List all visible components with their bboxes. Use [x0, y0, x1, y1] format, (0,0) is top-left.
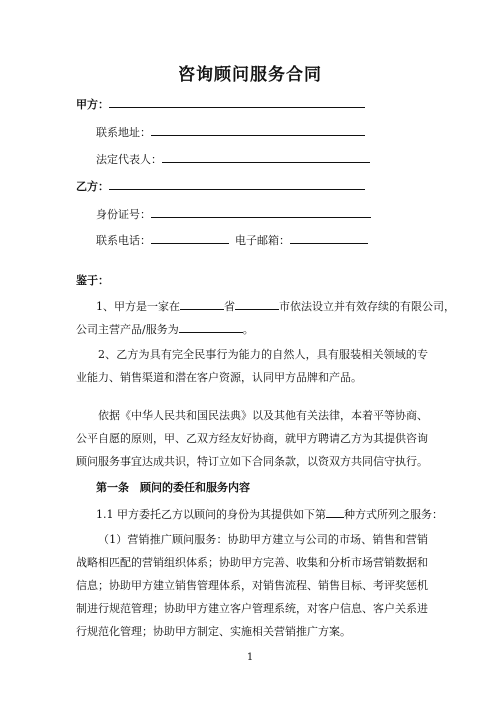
whereas-item1-text-b: 省 [224, 300, 235, 313]
party-a-label: 甲方： [76, 98, 109, 111]
party-a-blank[interactable] [109, 96, 365, 108]
province-blank[interactable] [180, 298, 224, 310]
party-b-phone-label: 联系电话： [96, 234, 151, 247]
whereas-item2: 2、乙方为具有完全民事行为能力的自然人，具有服装相关领域的专业能力、销售渠道和潜在客户资源，认同甲方品牌和产品。 [76, 348, 428, 384]
whereas-item1-text-e: 。 [242, 323, 254, 336]
whereas-item1-text-a: 1、甲方是一家在 [96, 300, 180, 313]
clause-1-1-text-b: 种方式所列之服务： [344, 508, 443, 521]
clause-1-1-text-a: 1.1 甲方委托乙方以顾问的身份为其提供如下第 [96, 508, 326, 521]
whereas-item1-text-c: 市依法设立并有效存续的有限公司， [279, 300, 455, 313]
whereas-item1-line2 [76, 321, 254, 337]
party-a-legal-rep-blank[interactable] [162, 151, 370, 163]
preamble-paragraph: 依据《中华人民共和国民法典》以及其他有关法律，本着平等协商、公平自愿的原则，甲、乙双方经友好协商，就甲方聘请乙方为其提供咨询顾问服务事宜达成共识，特订立如下合同条款，以资双方共同信守执行。 [76, 409, 428, 468]
party-a-address-blank[interactable] [151, 124, 365, 136]
whereas-label: 鉴于： [76, 274, 109, 287]
party-b-blank[interactable] [109, 178, 365, 190]
party-a-row [76, 96, 365, 112]
party-a-address-row [96, 124, 365, 140]
party-b-email-blank[interactable] [290, 232, 368, 244]
party-a-address-label: 联系地址： [96, 126, 151, 139]
page-number: 1 [246, 652, 254, 663]
whereas-item1-line1 [96, 298, 455, 314]
party-a-legal-rep-row [96, 151, 370, 167]
party-b-contact-row [96, 232, 368, 248]
service-option-blank[interactable] [326, 506, 344, 518]
party-b-id-row [96, 206, 371, 222]
article1-item1: （1）营销推广顾问服务：协助甲方建立与公司的市场、销售和营销战略相匹配的营销组织体系；协助甲方完善、收集和分析市场营销数据和信息；协助甲方建立销售管理体系，对销售流程、销售目标、考评奖惩机制进行规范管理；协助甲方建立客户管理系统，对客户信息、客户关系进行规范化管理；协助甲方制定、实施相关营销推广方案。 [76, 533, 428, 638]
party-b-row [76, 178, 365, 194]
party-b-label: 乙方： [76, 180, 109, 193]
clause-1-1 [96, 506, 443, 522]
party-b-id-blank[interactable] [151, 206, 371, 218]
document-title: 咨询顾问服务合同 [178, 65, 322, 85]
party-b-phone-blank[interactable] [151, 232, 229, 244]
main-product-blank[interactable] [179, 321, 243, 333]
party-b-id-label: 身份证号： [96, 208, 151, 221]
whereas-item1-text-d: 公司主营产品/服务为 [76, 323, 179, 336]
article1-heading: 第一条 顾问的委任和服务内容 [96, 481, 250, 494]
city-blank[interactable] [235, 298, 279, 310]
party-a-legal-rep-label: 法定代表人： [96, 153, 162, 166]
party-b-email-label: 电子邮箱： [235, 234, 290, 247]
